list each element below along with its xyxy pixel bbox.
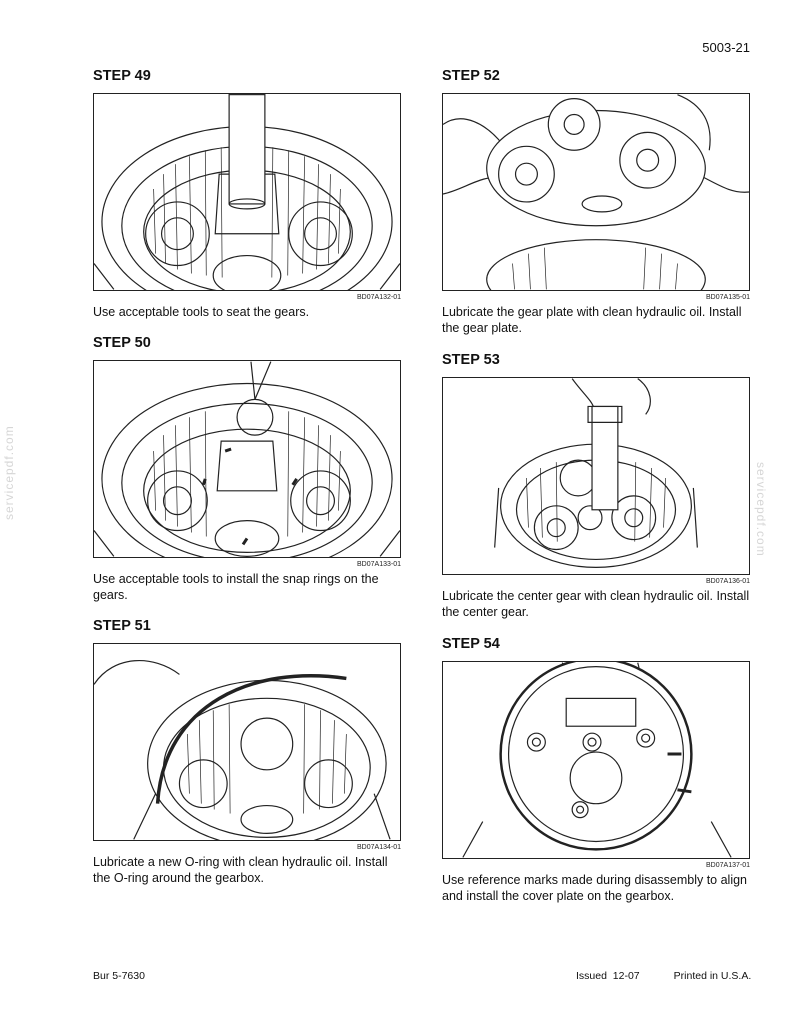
step-52: [442, 68, 750, 336]
figure-code: BD07A135-01: [706, 294, 750, 301]
step-figure: [93, 93, 401, 291]
step-figure: [442, 661, 750, 859]
step-51: [93, 618, 401, 886]
watermark-right: servicepdf.com: [754, 462, 768, 557]
step-title: STEP 49: [93, 68, 151, 84]
footer-issue-info: [576, 970, 751, 982]
gearbox-illustration: [94, 361, 400, 557]
figure-code: BD07A132-01: [357, 294, 401, 301]
step-title: STEP 54: [442, 636, 500, 652]
figure-code: BD07A133-01: [357, 561, 401, 568]
step-title: STEP 53: [442, 352, 500, 368]
gearbox-illustration: [443, 94, 749, 290]
step-title: STEP 52: [442, 68, 500, 84]
watermark-left: servicepdf.com: [2, 425, 16, 520]
gearbox-illustration: [443, 378, 749, 574]
gearbox-illustration: [443, 662, 749, 858]
step-caption: Use reference marks made during disassembly to align and install the cover plate on the gearbox.: [442, 873, 747, 903]
step-53: [442, 352, 750, 620]
gearbox-illustration: [94, 94, 400, 290]
step-caption: Use acceptable tools to install the snap rings on the gears.: [93, 572, 379, 602]
step-figure: [93, 643, 401, 841]
step-figure: [93, 360, 401, 558]
figure-code: BD07A134-01: [357, 844, 401, 851]
step-50: [93, 335, 401, 603]
step-title: STEP 50: [93, 335, 151, 351]
footer-issued: Issued 12-07: [576, 970, 640, 982]
step-figure: [442, 93, 750, 291]
footer-printed: Printed in U.S.A.: [673, 970, 752, 982]
gearbox-illustration: [94, 644, 400, 840]
page-number: 5003-21: [702, 40, 750, 55]
step-title: STEP 51: [93, 618, 151, 634]
step-caption: Use acceptable tools to seat the gears.: [93, 305, 310, 319]
step-49: [93, 68, 401, 320]
footer-doc-number: Bur 5-7630: [93, 970, 145, 982]
step-figure: [442, 377, 750, 575]
figure-code: BD07A136-01: [706, 578, 750, 585]
step-caption: Lubricate the gear plate with clean hydraulic oil. Install the gear plate.: [442, 305, 742, 335]
step-caption: Lubricate a new O-ring with clean hydraulic oil. Install the O-ring around the gearbox.: [93, 855, 388, 885]
figure-code: BD07A137-01: [706, 862, 750, 869]
step-caption: Lubricate the center gear with clean hydraulic oil. Install the center gear.: [442, 589, 750, 619]
step-54: [442, 636, 750, 904]
